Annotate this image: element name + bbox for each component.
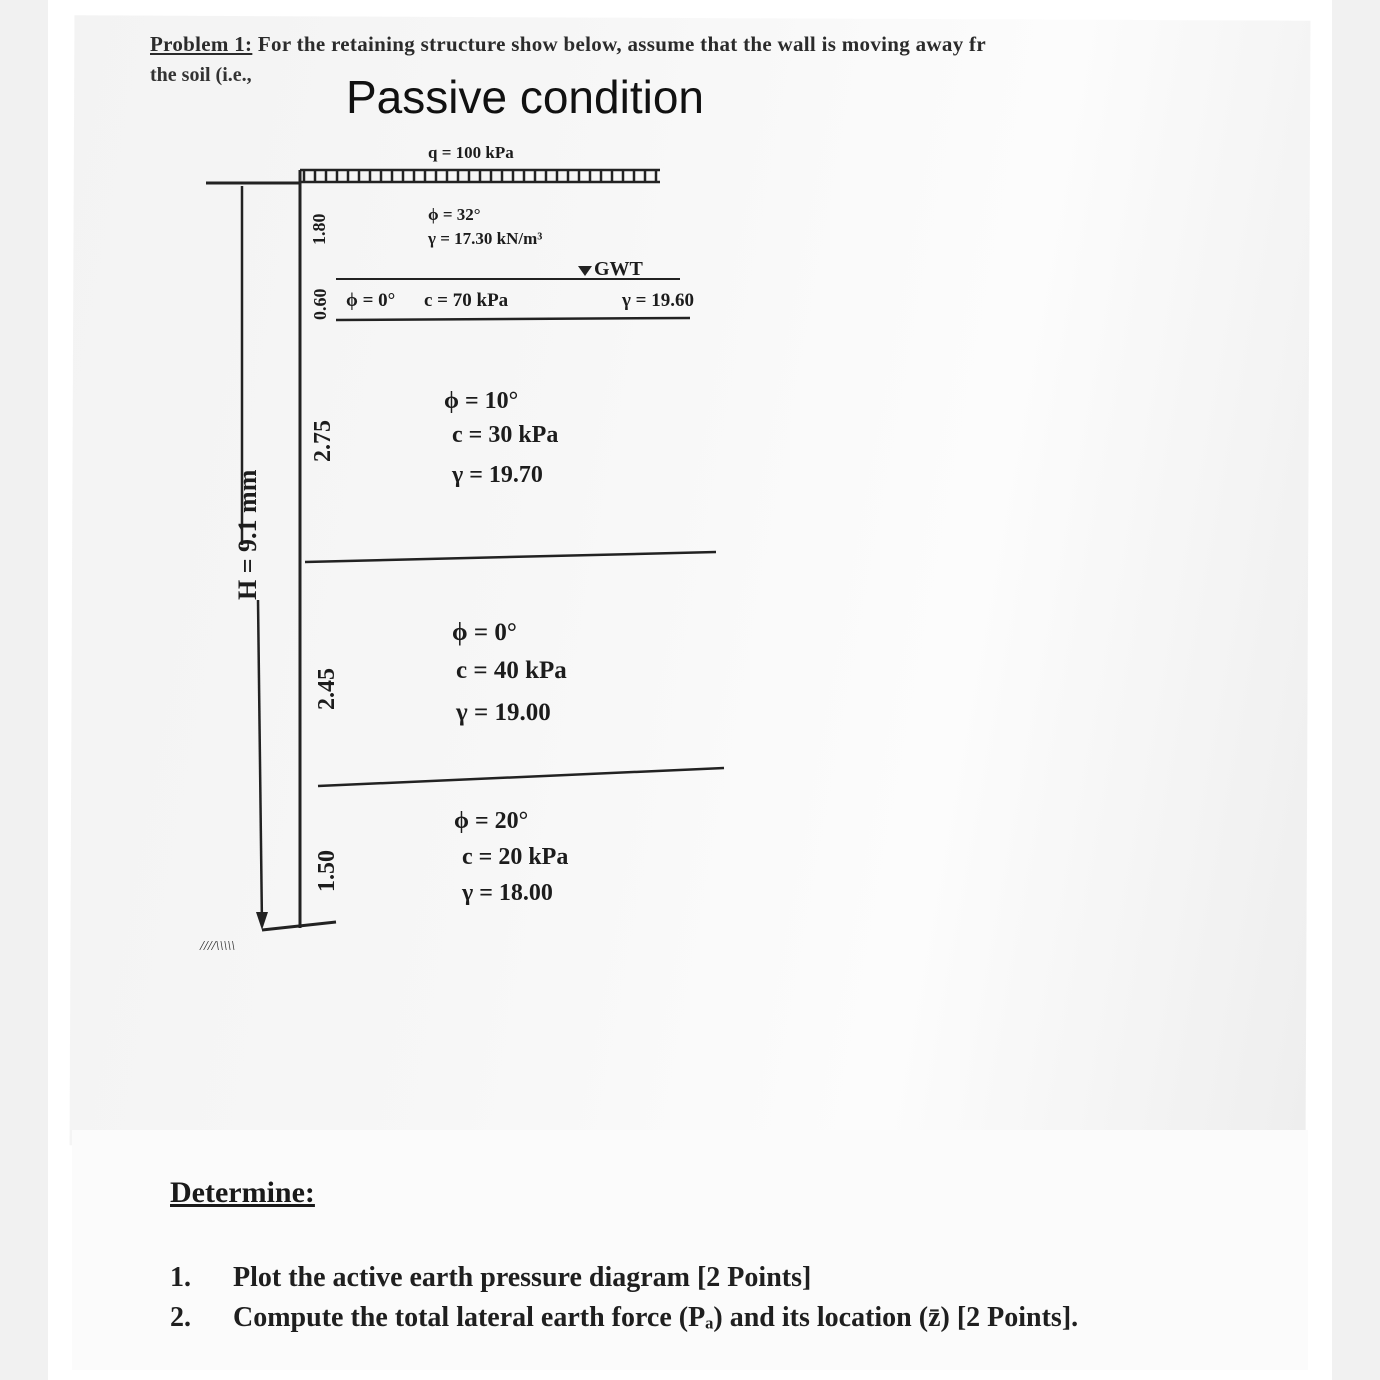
layer5-gamma: γ = 18.00 [462, 880, 553, 906]
task-1-number: 1. [170, 1262, 191, 1293]
layer4-phi: ϕ = 0° [452, 619, 517, 646]
thickness-label-1: 1.80 [309, 213, 329, 245]
task-2-number: 2. [170, 1302, 191, 1333]
layer5-c: c = 20 kPa [462, 844, 569, 870]
task-2-text: Compute the total lateral earth force (Pₐ) and its location (z̄) [2 Points]. [233, 1302, 1079, 1333]
layer1-phi: ϕ = 32° [428, 205, 481, 224]
height-dimension-bottom [258, 600, 262, 926]
surcharge-label: q = 100 kPa [428, 143, 514, 162]
thickness-label-4: 2.45 [314, 668, 340, 710]
layer4-c: c = 40 kPa [456, 657, 567, 684]
interface-line-3 [305, 552, 716, 562]
interface-line-4 [318, 768, 724, 786]
thickness-label-5: 1.50 [314, 850, 340, 892]
interface-line-2 [336, 318, 690, 320]
gwt-label: GWT [594, 258, 643, 280]
layer2-c: c = 70 kPa [424, 290, 509, 311]
problem-text: For the retaining structure show below, assume that the wall is moving away fr [257, 32, 986, 56]
layer2-phi: ϕ = 0° [346, 290, 396, 311]
problem-text-line2: the soil (i.e., [150, 64, 252, 86]
task-2 [170, 1302, 1078, 1334]
thickness-label-2: 0.60 [310, 288, 330, 320]
layer3-phi: ϕ = 10° [444, 388, 519, 414]
arrow-down-icon [256, 912, 268, 930]
layer4-gamma: γ = 19.00 [456, 699, 551, 726]
water-table-icon [578, 266, 592, 276]
surcharge-strip [300, 170, 660, 182]
problem-label: Problem 1: [150, 32, 253, 56]
determine-heading: Determine: [170, 1176, 315, 1209]
ground-hatch: ////\\\\\ [200, 939, 236, 954]
task-1 [170, 1262, 811, 1294]
layer5-phi: ϕ = 20° [454, 808, 529, 834]
overlay-title: Passive condition [346, 71, 704, 123]
height-label: H = 9.1 mm [233, 469, 262, 600]
task-1-text: Plot the active earth pressure diagram [2 Points] [233, 1262, 812, 1293]
layer1-gamma: γ = 17.30 kN/m³ [428, 229, 543, 248]
layer3-gamma: γ = 19.70 [452, 462, 543, 488]
thickness-label-3: 2.75 [310, 420, 336, 462]
layer2-gamma: γ = 19.60 [622, 290, 694, 311]
layer3-c: c = 30 kPa [452, 422, 559, 448]
